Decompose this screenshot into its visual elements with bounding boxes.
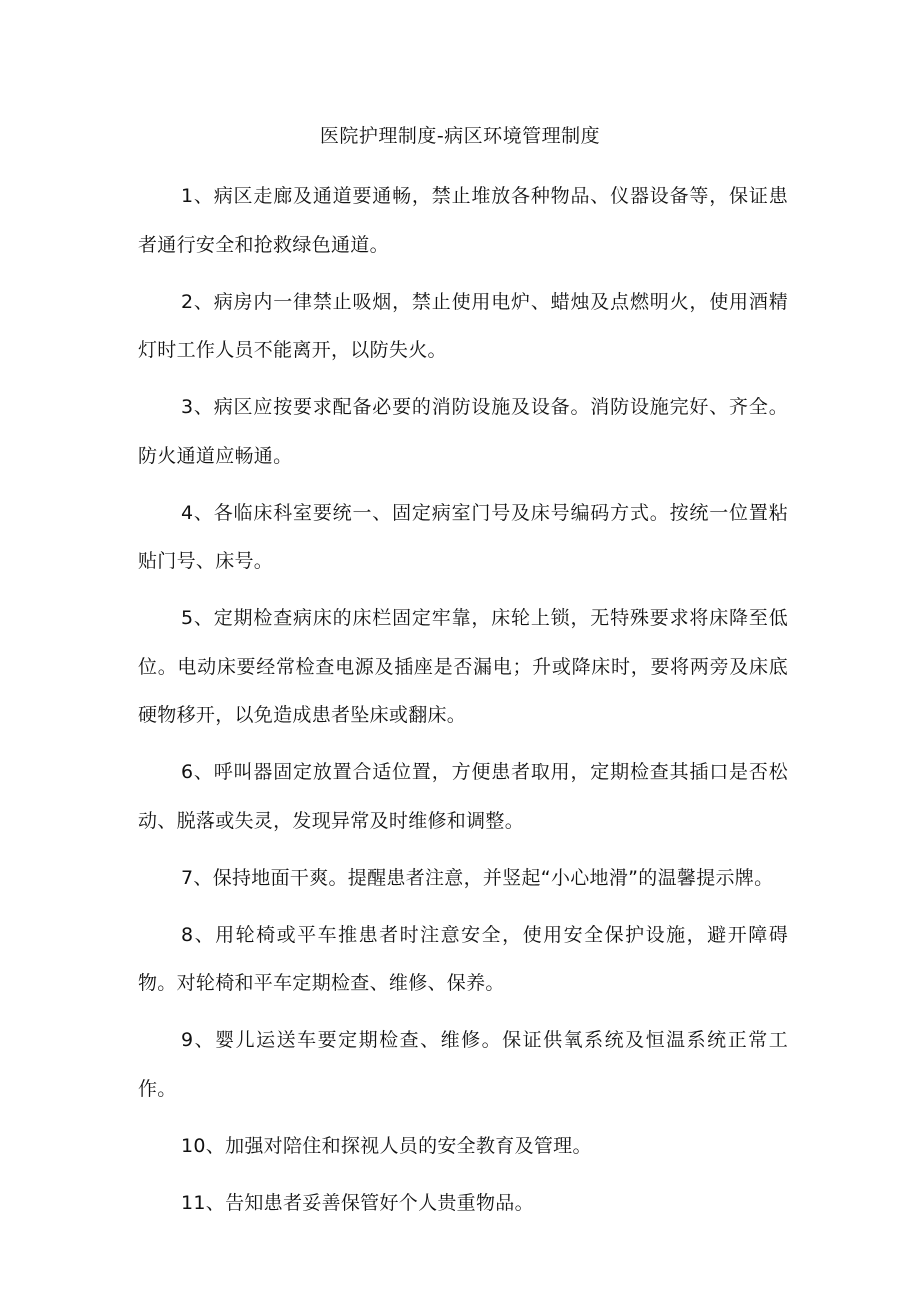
rule-number: 6、 — [181, 761, 214, 783]
rule-text: 病区应按要求配备必要的消防设施及设备。消防设施完好、齐全。防火通道应畅通。 — [138, 396, 788, 467]
rule-number: 9、 — [181, 1029, 216, 1051]
rule-paragraph-8 — [138, 911, 788, 1008]
rule-text: 定期检查病床的床栏固定牢靠，床轮上锁，无特殊要求将床降至低位。电动床要经常检查电源及插座是否漏电；升或降床时，要将两旁及床底硬物移开，以免造成患者坠床或翻床。 — [138, 607, 788, 726]
rule-paragraph-3 — [138, 383, 788, 480]
rule-text: 告知患者妥善保管好个人贵重物品。 — [225, 1191, 534, 1214]
rule-paragraph-11 — [138, 1179, 788, 1228]
rule-number: 5、 — [181, 607, 214, 629]
rule-paragraph-10 — [138, 1122, 788, 1171]
rule-number: 2、 — [181, 290, 214, 313]
rule-paragraph-1 — [138, 172, 788, 269]
rule-text: 保持地面干爽。提醒患者注意，并竖起“小心地滑”的温馨提示牌。 — [212, 866, 774, 889]
rule-paragraph-6 — [138, 748, 788, 845]
rule-paragraph-9 — [138, 1016, 788, 1113]
rule-text: 加强对陪住和探视人员的安全教育及管理。 — [225, 1134, 592, 1157]
rule-number: 10、 — [181, 1134, 226, 1157]
rule-number: 4、 — [181, 501, 214, 524]
rule-number: 1、 — [181, 185, 214, 207]
rule-text: 病区走廊及通道要通畅，禁止堆放各种物品、仪器设备等，保证患者通行安全和抢救绿色通道。 — [138, 185, 788, 256]
rule-number: 7、 — [181, 866, 213, 889]
rule-text: 呼叫器固定放置合适位置，方便患者取用，定期检查其插口是否松动、脱落或失灵，发现异常及时维修和调整。 — [138, 761, 788, 832]
rule-paragraph-5 — [138, 594, 788, 740]
rule-text: 用轮椅或平车推患者时注意安全，使用安全保护设施，避开障碍物。对轮椅和平车定期检查、维修、保养。 — [138, 923, 788, 994]
document-body — [138, 172, 788, 1236]
rule-number: 8、 — [181, 923, 216, 946]
rule-text: 婴儿运送车要定期检查、维修。保证供氧系统及恒温系统正常工作。 — [138, 1029, 788, 1100]
rule-paragraph-7 — [138, 854, 788, 903]
rule-number: 11、 — [181, 1191, 226, 1214]
rule-number: 3、 — [181, 396, 214, 418]
document-title: 医院护理制度-病区环境管理制度 — [319, 125, 601, 147]
rule-text: 各临床科室要统一、固定病室门号及床号编码方式。按统一位置粘贴门号、床号。 — [138, 501, 788, 572]
rule-paragraph-4 — [138, 489, 788, 586]
rule-text: 病房内一律禁止吸烟，禁止使用电炉、蜡烛及点燃明火，使用酒精灯时工作人员不能离开，以防失火。 — [138, 290, 788, 361]
rule-paragraph-2 — [138, 278, 788, 375]
